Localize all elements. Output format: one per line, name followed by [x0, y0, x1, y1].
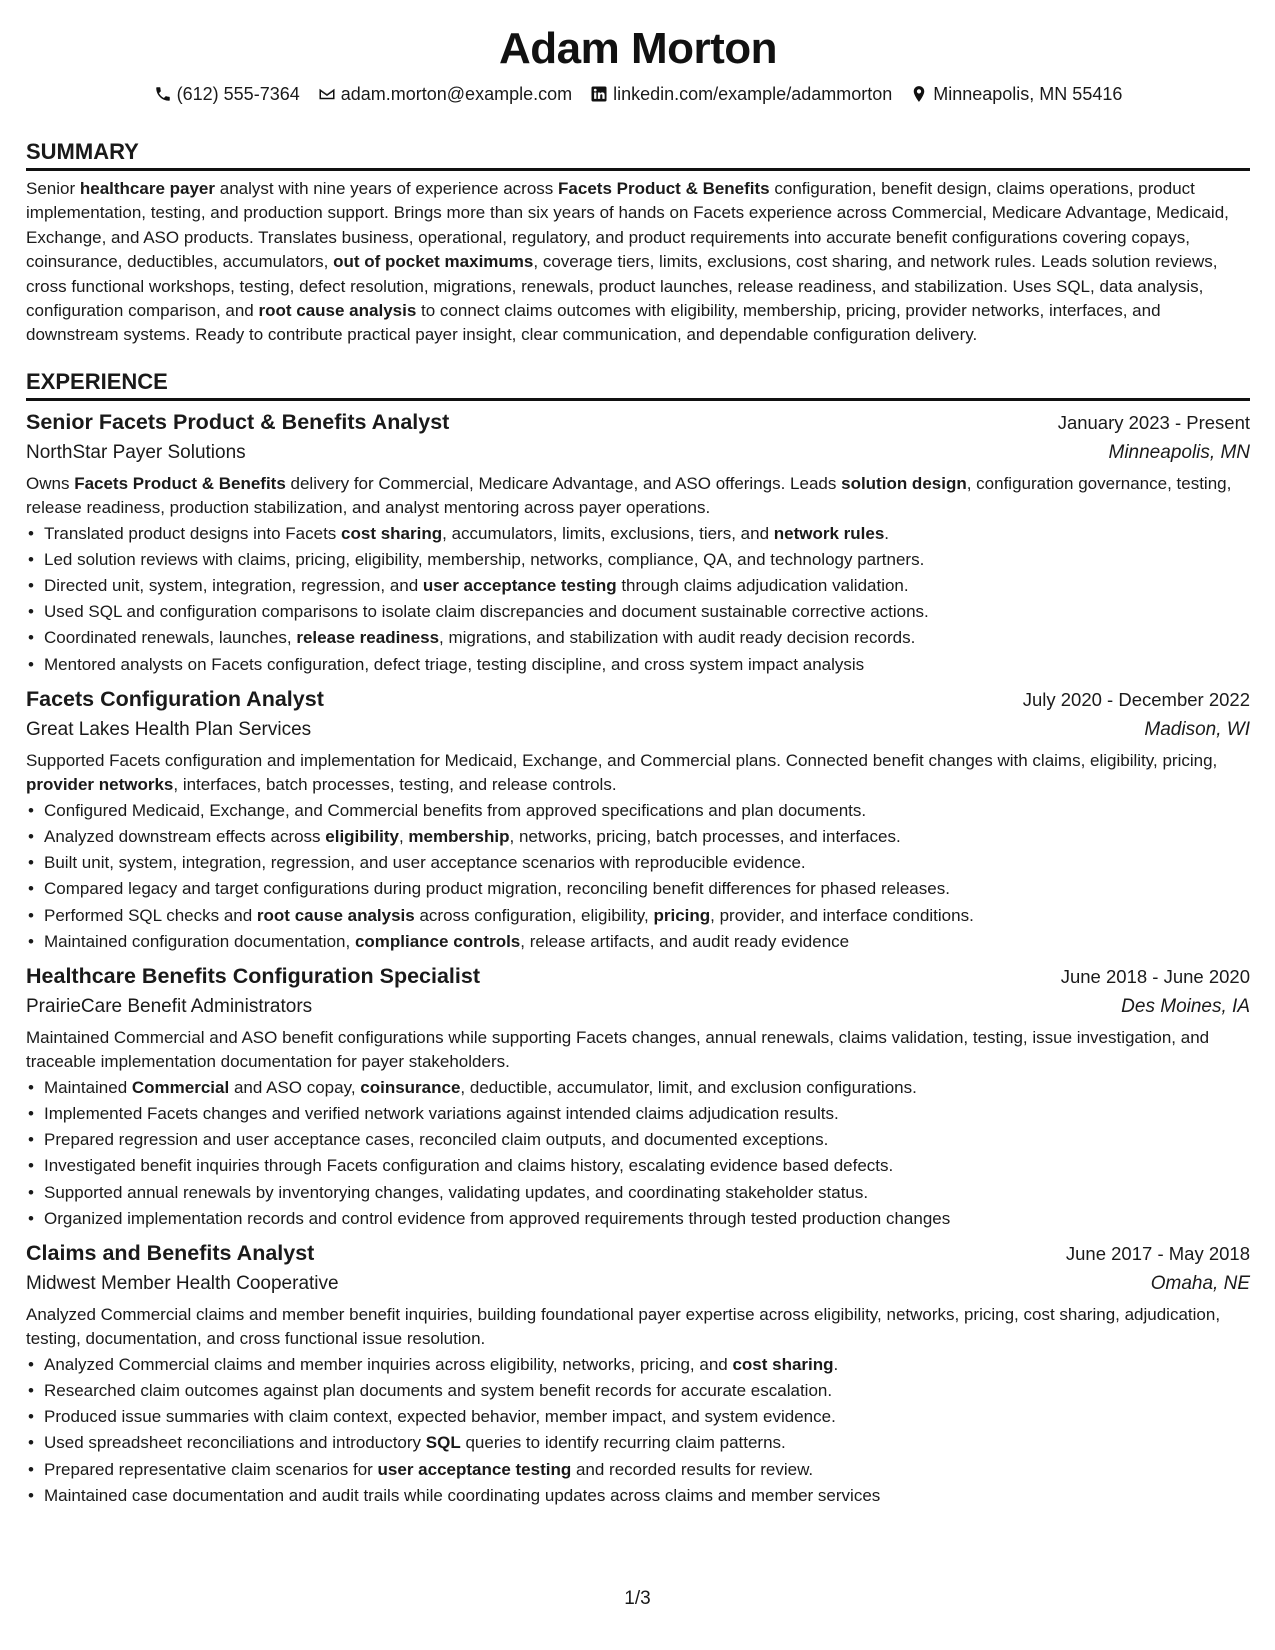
candidate-name: Adam Morton [498, 24, 778, 73]
text-run: Mentored analysts on Facets configuration, defect triage, testing discipline, and cross system impact analysis [44, 654, 865, 674]
text-run: Analyzed Commercial claims and member inquiries across eligibility, networks, pricing, and [44, 1354, 733, 1374]
text-run: configuration, benefit design, claims operations, product implementation, testing, and production support. Brings more than six years of hands on Facets experience across Commercial, Medicare Advantage, Medicaid, Exchange, and ASO products. Translates business, operational, regulatory, and product requirements into accurate benefit configurations covering copays, coinsurance, deductibles, accumulators, [26, 179, 1229, 272]
bold-text: SQL [425, 1433, 461, 1453]
summary-paragraph [26, 177, 1250, 348]
contact-linkedin[interactable] [590, 82, 892, 106]
text-run: , provider, and interface conditions. [710, 905, 974, 925]
experience-heading: EXPERIENCE [26, 368, 1250, 401]
list-item [26, 1127, 1250, 1153]
list-item [26, 1153, 1250, 1179]
company-name: NorthStar Payer Solutions [26, 441, 246, 463]
text-run: Owns [26, 473, 75, 493]
experience-list [26, 407, 1250, 1509]
envelope-icon [318, 85, 336, 103]
text-run: Investigated benefit inquiries through Facets configuration and claims history, escalating evidence based defects. [44, 1156, 894, 1176]
company-name: Midwest Member Health Cooperative [26, 1272, 339, 1294]
text-run: Prepared regression and user acceptance cases, reconciled claim outputs, and documented exceptions. [44, 1130, 829, 1150]
list-item [26, 798, 1250, 824]
text-run: Led solution reviews with claims, pricing, eligibility, membership, networks, compliance, QA, and technology partners. [44, 549, 925, 569]
list-item [26, 876, 1250, 902]
text-run: , coverage tiers, limits, exclusions, cost sharing, and network rules. Leads solution reviews, cross functional workshops, testing, defect resolution, migrations, renewals, product launches, release readiness, and stabilization. Uses SQL, data analysis, configuration comparison, and [26, 252, 1218, 321]
bold-text: pricing [653, 905, 711, 925]
text-run: Implemented Facets changes and verified network variations against intended claims adjudication results. [44, 1103, 839, 1123]
text-run: . [833, 1354, 839, 1374]
job-entry [26, 961, 1250, 1232]
job-company-row [26, 715, 1250, 745]
text-run: Used spreadsheet reconciliations and introductory [44, 1433, 426, 1453]
job-description [26, 1026, 1250, 1075]
bold-text: provider networks [26, 775, 174, 795]
bold-text: cost sharing [341, 523, 443, 543]
company-name: PrairieCare Benefit Administrators [26, 995, 313, 1017]
email-address: adam.morton@example.com [340, 84, 573, 104]
job-header [26, 407, 1250, 438]
resume-page [26, 0, 1250, 1509]
list-item [26, 521, 1250, 547]
text-run: , configuration governance, testing, release readiness, production stabilization, and analyst mentoring across payer operations. [26, 473, 1232, 518]
text-run: Researched claim outcomes against plan documents and system benefit records for accurate escalation. [44, 1380, 833, 1400]
text-run: Directed unit, system, integration, regression, and [44, 576, 423, 596]
bold-text: root cause analysis [256, 905, 415, 925]
list-item [26, 1457, 1250, 1483]
map-pin-icon [910, 85, 928, 103]
page-number: 1/3 [624, 1588, 651, 1609]
text-run: Compared legacy and target configurations during product migration, reconciling benefit differences for phased releases. [44, 879, 950, 899]
list-item [26, 625, 1250, 651]
list-item [26, 599, 1250, 625]
text-run: Used SQL and configuration comparisons to isolate claim discrepancies and document sustainable corrective actions. [44, 602, 929, 622]
text-run: to connect claims outcomes with eligibility, membership, pricing, provider networks, interfaces, and downstream systems. Ready to contribute practical payer insight, clear communication, and dependable configuration delivery. [26, 301, 1161, 345]
bold-text: coinsurance [360, 1077, 461, 1097]
job-company-row [26, 992, 1250, 1022]
text-run: , deductible, accumulator, limit, and exclusion configurations. [460, 1077, 917, 1097]
job-entry [26, 1238, 1250, 1509]
text-run: Analyzed downstream effects across [44, 826, 326, 846]
contact-location [910, 82, 1122, 106]
contact-email[interactable] [318, 82, 572, 106]
bold-text: user acceptance testing [422, 576, 617, 596]
list-item [26, 1180, 1250, 1206]
bold-text: Facets Product & Benefits [558, 179, 770, 198]
text-run: Performed SQL checks and [44, 905, 257, 925]
text-run: Maintained [44, 1077, 132, 1097]
bold-text: Commercial [131, 1077, 230, 1097]
job-company-row [26, 438, 1250, 468]
summary-heading: SUMMARY [26, 138, 1250, 171]
job-header [26, 961, 1250, 992]
list-item [26, 1206, 1250, 1232]
bold-text: release readiness [296, 628, 440, 648]
linkedin-icon [590, 85, 608, 103]
list-item [26, 573, 1250, 599]
text-run: and ASO copay, [229, 1077, 361, 1097]
text-run: . [884, 523, 890, 543]
phone-icon [154, 85, 172, 103]
job-bullets [26, 798, 1250, 955]
text-run: Configured Medicaid, Exchange, and Commercial benefits from approved specifications and plan documents. [44, 800, 867, 820]
list-item [26, 903, 1250, 929]
bold-text: membership [408, 826, 510, 846]
text-run: and recorded results for review. [571, 1459, 814, 1479]
list-item [26, 1101, 1250, 1127]
list-item [26, 1483, 1250, 1509]
text-run: Supported Facets configuration and implementation for Medicaid, Exchange, and Commercial plans. Connected benefit changes with claims, eligibility, pricing, [26, 750, 1218, 770]
text-run: queries to identify recurring claim patterns. [460, 1433, 786, 1453]
list-item [26, 929, 1250, 955]
list-item [26, 1430, 1250, 1456]
job-dates: July 2020 - December 2022 [1022, 688, 1250, 710]
list-item [26, 1378, 1250, 1404]
text-run: Translated product designs into Facets [44, 523, 342, 543]
list-item [26, 1404, 1250, 1430]
text-run: Built unit, system, integration, regression, and user acceptance scenarios with reproducible evidence. [44, 853, 806, 873]
text-run: Maintained Commercial and ASO benefit configurations while supporting Facets changes, annual renewals, claims validation, testing, issue investigation, and traceable implementation documentation for payer stakeholders. [26, 1027, 1210, 1072]
bold-text: healthcare payer [79, 179, 216, 198]
text-run: Maintained case documentation and audit trails while coordinating updates across claims and member services [44, 1485, 881, 1505]
text-run: Supported annual renewals by inventorying changes, validating updates, and coordinating stakeholder status. [44, 1182, 869, 1202]
text-run: , [398, 826, 409, 846]
phone-number: (612) 555-7364 [176, 84, 300, 104]
job-location: Omaha, NE [1150, 1272, 1250, 1294]
job-location: Des Moines, IA [1121, 995, 1250, 1017]
location-text: Minneapolis, MN 55416 [933, 84, 1123, 104]
bold-text: compliance controls [354, 931, 521, 951]
contact-phone [154, 82, 300, 106]
contact-bar [26, 82, 1250, 106]
job-bullets [26, 1352, 1250, 1509]
text-run: Coordinated renewals, launches, [44, 628, 297, 648]
job-location: Minneapolis, MN [1108, 441, 1250, 463]
text-run: Organized implementation records and control evidence from approved requirements through tested production changes [44, 1208, 951, 1228]
list-item [26, 1075, 1250, 1101]
bold-text: root cause analysis [258, 301, 417, 321]
bold-text: Facets Product & Benefits [74, 473, 286, 493]
job-entry [26, 407, 1250, 678]
bold-text: out of pocket maximums [333, 252, 534, 272]
text-run: Senior [26, 179, 80, 198]
text-run: delivery for Commercial, Medicare Advantage, and ASO offerings. Leads [285, 473, 842, 493]
text-run: through claims adjudication validation. [616, 576, 909, 596]
text-run: Analyzed Commercial claims and member benefit inquiries, building foundational payer expertise across eligibility, networks, pricing, cost sharing, adjudication, testing, documentation, and cross functional issue resolution. [26, 1304, 1221, 1349]
job-bullets [26, 1075, 1250, 1232]
job-dates: June 2017 - May 2018 [1065, 1242, 1250, 1264]
text-run: analyst with nine years of experience across [215, 179, 559, 198]
list-item [26, 652, 1250, 678]
job-title: Senior Facets Product & Benefits Analyst [26, 409, 450, 434]
job-dates: January 2023 - Present [1057, 411, 1250, 433]
job-title: Claims and Benefits Analyst [26, 1240, 315, 1265]
list-item [26, 1352, 1250, 1378]
text-run: , interfaces, batch processes, testing, and release controls. [173, 775, 617, 795]
job-bullets [26, 521, 1250, 678]
linkedin-url: linkedin.com/example/adammorton [613, 84, 893, 104]
job-company-row [26, 1269, 1250, 1299]
list-item [26, 850, 1250, 876]
job-description [26, 749, 1250, 798]
job-description [26, 1303, 1250, 1352]
bold-text: network rules [773, 523, 885, 543]
bold-text: eligibility [325, 826, 399, 846]
job-title: Healthcare Benefits Configuration Specialist [26, 963, 480, 988]
text-run: Prepared representative claim scenarios for [44, 1459, 378, 1479]
job-header [26, 684, 1250, 715]
job-description [26, 472, 1250, 521]
job-entry [26, 684, 1250, 955]
text-run: , release artifacts, and audit ready evidence [520, 931, 850, 951]
text-run: Produced issue summaries with claim context, expected behavior, member impact, and system evidence. [44, 1407, 836, 1427]
text-run: , networks, pricing, batch processes, and interfaces. [509, 826, 901, 846]
job-title: Facets Configuration Analyst [26, 686, 324, 711]
text-run: Maintained configuration documentation, [44, 931, 355, 951]
job-header [26, 1238, 1250, 1269]
company-name: Great Lakes Health Plan Services [26, 718, 312, 740]
job-dates: June 2018 - June 2020 [1060, 965, 1250, 987]
bold-text: cost sharing [732, 1354, 834, 1374]
list-item [26, 547, 1250, 573]
bold-text: solution design [841, 473, 967, 493]
job-location: Madison, WI [1144, 718, 1250, 740]
list-item [26, 824, 1250, 850]
text-run: across configuration, eligibility, [414, 905, 654, 925]
text-run: , accumulators, limits, exclusions, tiers, and [442, 523, 774, 543]
text-run: , migrations, and stabilization with audit ready decision records. [439, 628, 916, 648]
bold-text: user acceptance testing [377, 1459, 572, 1479]
